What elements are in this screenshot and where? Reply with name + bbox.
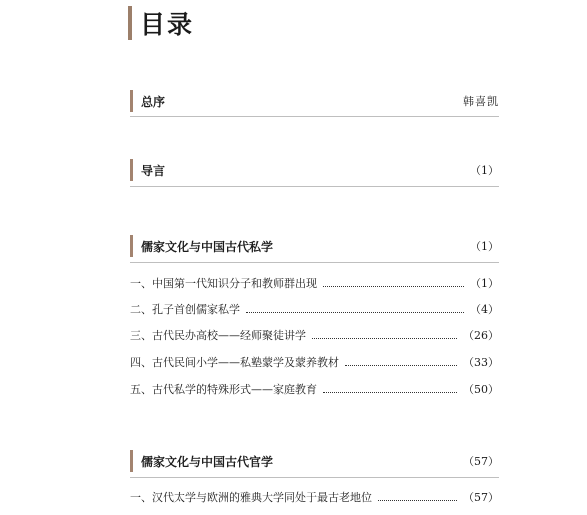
- toc-entry-page: （26）: [463, 329, 499, 342]
- dot-leader: [312, 338, 457, 339]
- chapter2-page: （57）: [463, 455, 499, 468]
- toc-entry-text: 四、古代民间小学——私塾蒙学及蒙养教材: [130, 356, 339, 369]
- toc-entry-page: （1）: [470, 277, 499, 290]
- intro-heading[interactable]: [130, 159, 499, 181]
- page-title-text: 目录: [140, 10, 195, 39]
- toc-entry[interactable]: [130, 275, 499, 291]
- dot-leader: [323, 392, 457, 393]
- toc-entry-page: （33）: [463, 356, 499, 369]
- page-title: [128, 6, 194, 40]
- toc-entry[interactable]: [130, 489, 499, 505]
- preface-divider: [130, 116, 499, 117]
- toc-entry-text: 五、古代私学的特殊形式——家庭教育: [130, 383, 317, 396]
- preface-heading[interactable]: [130, 90, 499, 112]
- toc-entry[interactable]: [130, 381, 499, 397]
- chapter1-page: （1）: [470, 240, 499, 253]
- preface-accent-bar: [130, 90, 133, 112]
- toc-entry-page: （57）: [463, 491, 499, 504]
- toc-entry-text: 一、中国第一代知识分子和教师群出现: [130, 277, 317, 290]
- chapter2-label: 儒家文化与中国古代官学: [141, 454, 274, 469]
- toc-entry-text: 一、汉代太学与欧洲的雅典大学同处于最古老地位: [130, 491, 372, 504]
- title-accent-bar: [128, 6, 132, 40]
- intro-page: （1）: [470, 164, 499, 177]
- dot-leader: [378, 500, 457, 501]
- chapter2-accent-bar: [130, 450, 133, 472]
- toc-entry-text: 三、古代民办高校——经师聚徒讲学: [130, 329, 306, 342]
- toc-entry[interactable]: [130, 354, 499, 370]
- chapter1-divider: [130, 262, 499, 263]
- chapter1-heading[interactable]: [130, 235, 499, 257]
- preface-author: 韩喜凯: [463, 95, 499, 108]
- toc-entry-page: （50）: [463, 383, 499, 396]
- intro-label: 导言: [141, 163, 166, 178]
- dot-leader: [323, 286, 464, 287]
- toc-entry-text: 二、孔子首创儒家私学: [130, 303, 240, 316]
- intro-divider: [130, 186, 499, 187]
- chapter1-accent-bar: [130, 235, 133, 257]
- dot-leader: [345, 365, 457, 366]
- toc-entry-page: （4）: [470, 303, 499, 316]
- chapter2-heading[interactable]: [130, 450, 499, 472]
- preface-label: 总序: [141, 94, 166, 109]
- chapter1-label: 儒家文化与中国古代私学: [141, 239, 274, 254]
- intro-accent-bar: [130, 159, 133, 181]
- dot-leader: [246, 312, 464, 313]
- toc-entry[interactable]: [130, 301, 499, 317]
- toc-entry[interactable]: [130, 327, 499, 343]
- chapter2-divider: [130, 477, 499, 478]
